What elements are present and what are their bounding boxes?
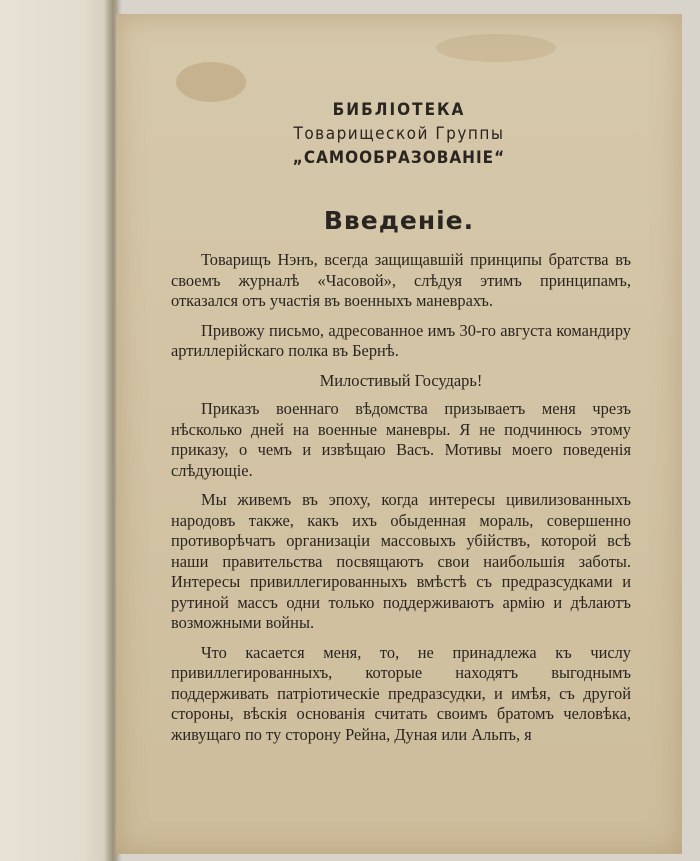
paper-stain — [436, 34, 556, 62]
paragraph: Мы живемъ въ эпоху, когда интересы цивилизованныхъ народовъ также, какъ ихъ обыденная мораль, совершенно противорѣчатъ организаціи массовыхъ убійствъ, которой всѣ наши правительства посвящаютъ свои наибольшія заботы. Интересы привиллегированныхъ вмѣстѣ съ предразсудками и рутиной массъ одни только поддерживаютъ армію и дѣлаютъ возможными войны. — [171, 490, 631, 632]
series-heading: „САМООБРАЗОВАНІЕ“ — [292, 148, 506, 168]
paper-stain — [176, 62, 246, 102]
paragraph: Приказъ военнаго вѣдомства призываетъ меня чрезъ нѣсколько дней на военные маневры. Я не подчинюсь этому приказу, о чемъ и извѣщаю Васъ. Мотивы моего поведенія слѣдующіе. — [171, 399, 631, 480]
chapter-title: Введеніе. — [323, 206, 475, 235]
book-page — [116, 14, 682, 854]
group-heading: Товарищеской Группы — [293, 124, 505, 144]
body-text — [171, 250, 631, 745]
left-page-edge — [0, 0, 118, 861]
paragraph: Что касается меня, то, не принадлежа къ числу привиллегированныхъ, которые находятъ выгоднымъ поддерживать патріотическіе предразсудки, и имѣя, съ другой стороны, вѣскія основанія считать своимъ братомъ человѣка, живущаго по ту сторону Рейна, Дуная или Альпъ, я — [171, 642, 631, 744]
letter-greeting: Милостивый Государь! — [319, 370, 483, 390]
paragraph: Товарищъ Нэнъ, всегда защищавшій принципы братства въ своемъ журналѣ «Часовой», слѣдуя этимъ принципамъ, отказался отъ участія въ военныхъ маневрахъ. — [171, 250, 631, 310]
paragraph: Привожу письмо, адресованное имъ 30-го августа командиру артиллерійскаго полка въ Бернѣ. — [171, 320, 631, 360]
library-heading: БИБЛІОТЕКА — [332, 100, 466, 120]
